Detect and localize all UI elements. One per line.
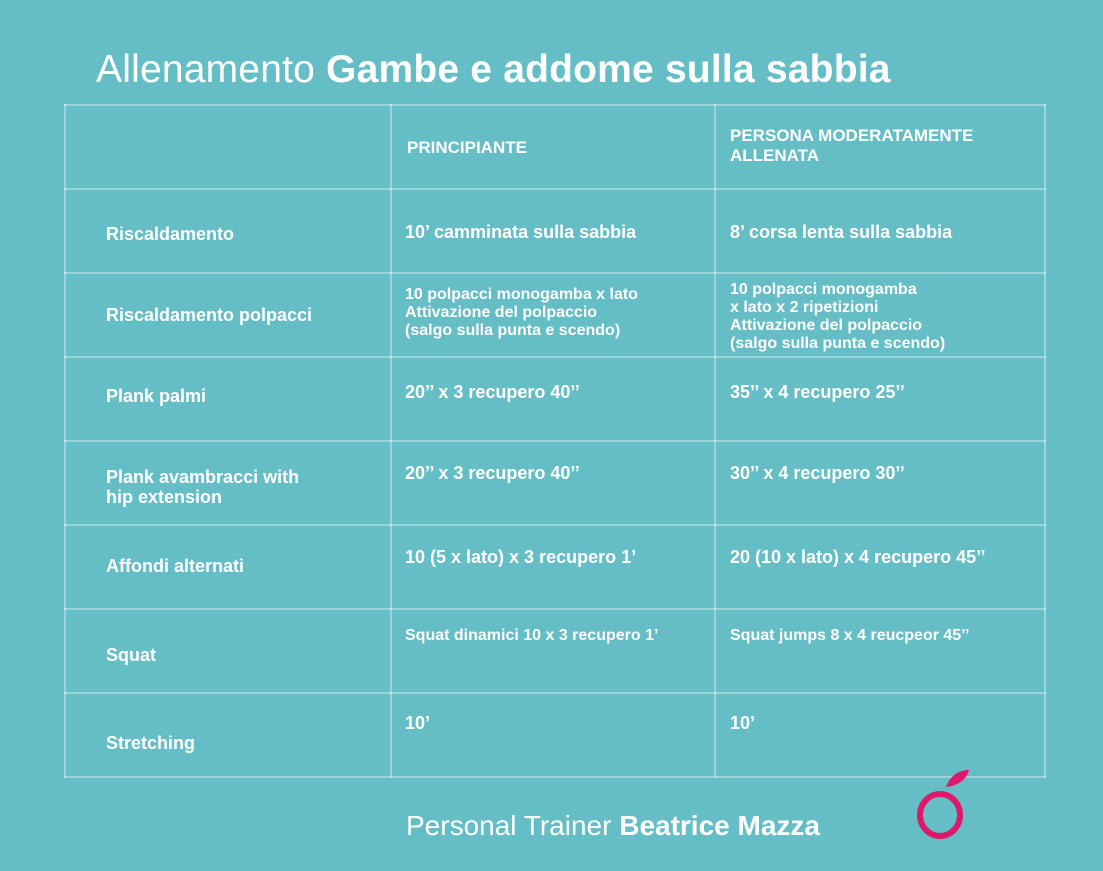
beginner-cell: Squat dinamici 10 x 3 recupero 1’	[405, 627, 659, 644]
moderate-cell: 35’’ x 4 recupero 25’’	[730, 382, 905, 402]
page-title	[96, 46, 891, 94]
row-label: Plank avambracci with hip extension	[106, 467, 300, 507]
grid-line	[64, 188, 1046, 190]
row-label: Stretching	[106, 733, 196, 753]
row-label: Riscaldamento	[106, 224, 235, 244]
row-label: Plank palmi	[106, 386, 207, 406]
row-label: Affondi alternati	[106, 556, 244, 576]
grid-line	[64, 692, 1046, 694]
beginner-cell: 10 (5 x lato) x 3 recupero 1’	[405, 547, 637, 567]
grid-line	[390, 104, 392, 778]
beginner-cell: 20’’ x 3 recupero 40’’	[405, 382, 580, 402]
row-label: Squat	[106, 645, 157, 665]
grid-line	[64, 524, 1046, 526]
title-light: Allenamento	[96, 48, 327, 91]
workout-table	[64, 104, 1046, 778]
logo-leaf	[946, 770, 969, 787]
grid-line	[64, 776, 1046, 778]
beginner-cell: 10’	[405, 713, 431, 733]
grid-line	[64, 104, 1046, 106]
apple-logo-icon	[912, 765, 972, 845]
grid-line	[64, 104, 66, 778]
beginner-cell: 20’’ x 3 recupero 40’’	[405, 463, 580, 483]
grid-line	[64, 608, 1046, 610]
moderate-cell: 10 polpacci monogamba x lato x 2 ripetizioni Attivazione del polpaccio (salgo sulla punta e scendo)	[730, 281, 946, 352]
moderate-cell: 8’ corsa lenta sulla sabbia	[730, 222, 953, 242]
grid-line	[1044, 104, 1046, 778]
header-principiante: PRINCIPIANTE	[407, 138, 527, 157]
footer-credit	[406, 806, 820, 846]
grid-line	[64, 440, 1046, 442]
grid-line	[64, 356, 1046, 358]
moderate-cell: 30’’ x 4 recupero 30’’	[730, 463, 905, 483]
beginner-cell: 10’ camminata sulla sabbia	[405, 222, 637, 242]
logo-ring	[920, 794, 960, 836]
footer-light: Personal Trainer	[406, 810, 620, 841]
footer-name: Beatrice Mazza	[619, 810, 820, 841]
header-moderata: PERSONA MODERATAMENTE ALLENATA	[730, 126, 974, 165]
moderate-cell: Squat jumps 8 x 4 reucpeor 45’’	[730, 627, 970, 644]
title-bold: Gambe e addome sulla sabbia	[326, 48, 891, 91]
moderate-cell: 20 (10 x lato) x 4 recupero 45’’	[730, 547, 986, 567]
moderate-cell: 10’	[730, 713, 756, 733]
grid-line	[64, 272, 1046, 274]
row-label: Riscaldamento polpacci	[106, 305, 313, 325]
beginner-cell: 10 polpacci monogamba x lato Attivazione del polpaccio (salgo sulla punta e scendo)	[405, 286, 638, 339]
grid-line	[714, 104, 716, 778]
